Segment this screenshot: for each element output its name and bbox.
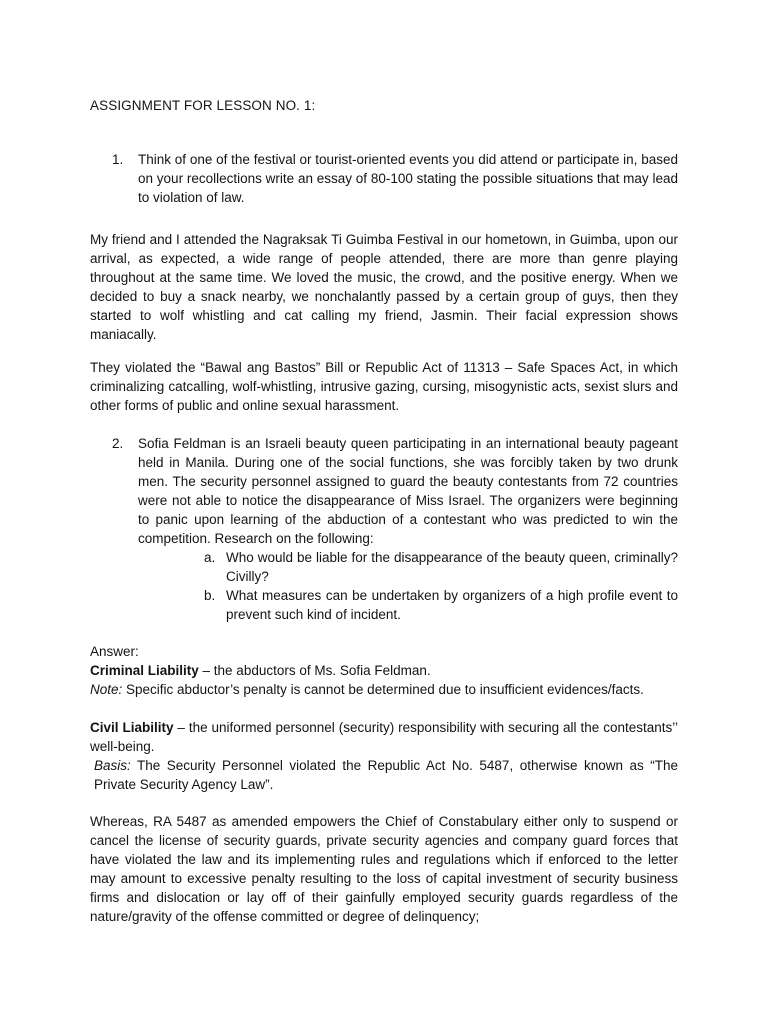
part-a-text: Who would be liable for the disappearance of the beauty queen, criminally? Civilly? [226,550,678,584]
assignment-heading: ASSIGNMENT FOR LESSON NO. 1: [90,98,316,113]
part-b-letter: b. [204,588,216,603]
basis-paragraph [90,756,678,794]
criminal-liability-label: Criminal Liability [90,663,199,678]
question-2-text: Sofia Feldman is an Israeli beauty queen participating in an international beauty pageant held in Manila. During one of the social functions, she was forcibly taken by two drunk men. The security personnel assigned to guard the beauty contestants from 72 countries were not able to notice the disappearance of Miss Israel. The organizers were beginning to panic upon learning of the abduction of a contestant who was predicted to win the competition. Research on the following: [138,436,678,546]
question-2-number: 2. [112,436,124,451]
essay-paragraph-2: They violated the “Bawal ang Bastos” Bill or Republic Act of 11313 – Safe Spaces Act, in which criminalizing catcalling, wolf-whistling, intrusive gazing, cursing, misogynistic acts, sexist slurs and other forms of public and online sexual harassment. [90,360,678,413]
answer-block [90,642,678,699]
basis-label: Basis: [94,758,131,773]
part-a-letter: a. [204,550,216,565]
civil-liability-block [90,718,678,794]
note-line [90,680,678,699]
civil-liability-paragraph [90,720,678,754]
civil-liability-text: – the uniformed personnel (security) responsibility with securing all the contestants’’ well-being. [90,720,678,754]
civil-liability-label: Civil Liability [90,720,174,735]
question-2-part-a [204,548,678,586]
question-1-number: 1. [112,152,124,167]
question-1-text: Think of one of the festival or tourist-oriented events you did attend or participate in, based on your recollections write an essay of 80-100 stating the possible situations that may lead to violation of law. [138,152,678,205]
question-1 [112,150,678,207]
criminal-liability-line [90,661,678,680]
question-2 [112,434,678,548]
basis-text: The Security Personnel violated the Republic Act No. 5487, otherwise known as “The Private Security Agency Law”. [94,758,678,792]
note-text: Specific abductor’s penalty is cannot be determined due to insufficient evidences/facts. [122,682,644,697]
part-b-text: What measures can be undertaken by organizers of a high profile event to prevent such kind of incident. [226,588,678,622]
note-label: Note: [90,682,123,697]
essay-paragraph-1: My friend and I attended the Nagraksak Ti Guimba Festival in our hometown, in Guimba, upon our arrival, as expected, a wide range of people attended, there are more than genre playing throughout at the same time. We loved the music, the crowd, and the positive energy. When we decided to buy a snack nearby, we nonchalantly passed by a certain group of guys, then they started to wolf whistling and cat calling my friend, Jasmin. Their facial expression shows maniacally. [90,232,678,342]
question-2-part-b [204,586,678,624]
whereas-paragraph: Whereas, RA 5487 as amended empowers the Chief of Constabulary either only to suspend or cancel the license of security guards, private security agencies and company guard forces that have violated the law and its implementing rules and regulations which if enforced to the letter may amount to excessive penalty resulting to the loss of capital investment of security business firms and dislocation or lay off of their gainfully employed security guards regardless of the nature/gravity of the offense committed or degree of delinquency; [90,814,678,924]
criminal-liability-text: – the abductors of Ms. Sofia Feldman. [198,663,431,678]
answer-label: Answer: [90,644,139,659]
